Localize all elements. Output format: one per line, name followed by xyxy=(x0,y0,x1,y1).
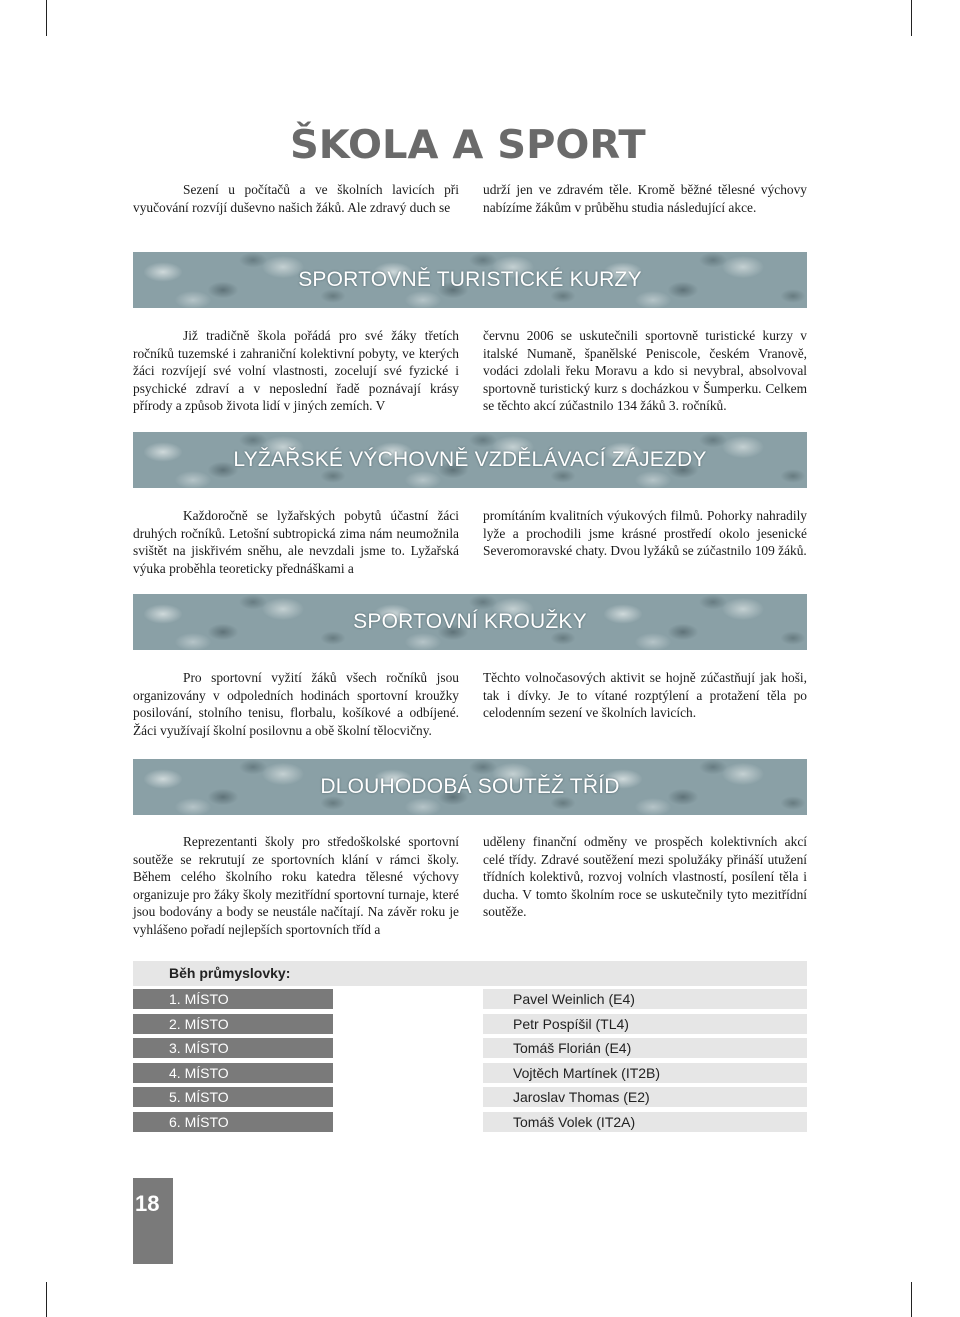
result-name-label: Petr Pospíšil (TL4) xyxy=(513,1016,629,1032)
section-heading: LYŽAŘSKÉ VÝCHOVNĚ VZDĚLÁVACÍ ZÁJEZDY xyxy=(233,448,707,471)
page-title: ŠKOLA A SPORT xyxy=(290,122,646,168)
section-right-column xyxy=(483,507,807,560)
result-place-label: 6. MÍSTO xyxy=(169,1114,229,1130)
result-name-label: Vojtěch Martínek (IT2B) xyxy=(513,1065,661,1081)
section-text: uděleny finanční odměny ve prospěch kolektivních akcí celé třídy. Zdravé soutěžení mezi spolužáky přináší utužení třídních kolektivů, rozvoj volních vlastností, posílení těla i ducha. V tomto školním roce se uskutečnily tyto mezitřídní soutěže. xyxy=(483,834,807,920)
result-name xyxy=(483,989,807,1009)
section-banner xyxy=(133,432,807,488)
intro-right-text: udrží jen ve zdravém těle. Kromě běžné tělesné výchovy nabízíme žákům v průběhu studia následující akce. xyxy=(483,182,807,215)
section-right-column xyxy=(483,833,807,921)
section-right-column xyxy=(483,327,807,415)
section-right-column xyxy=(483,669,807,722)
result-name xyxy=(483,1014,807,1034)
result-name-label: Tomáš Florián (E4) xyxy=(513,1040,632,1056)
result-place xyxy=(133,1063,333,1083)
intro-left xyxy=(133,181,459,216)
result-name xyxy=(483,1038,807,1058)
section-heading: DLOUHODOBÁ SOUTĚŽ TŘÍD xyxy=(320,775,620,798)
section-banner xyxy=(133,759,807,815)
result-name xyxy=(483,1087,807,1107)
result-name-label: Tomáš Volek (IT2A) xyxy=(513,1114,636,1130)
section-left-column xyxy=(133,669,459,739)
result-name xyxy=(483,1063,807,1083)
section-left-column xyxy=(133,327,459,415)
section-text: Každoročně se lyžařských pobytů účastní žáci druhých ročníků. Letošní subtropická zima nám neumožnila svištět na jiskřivém sněhu, ale nevzdali jsme to. Lyžařská výuka proběhla teoreticky přednáškami a xyxy=(133,508,459,576)
intro-right xyxy=(483,181,807,216)
section-text: promítáním kvalitních výukových filmů. Pohorky nahradily lyže a prochodili jsme krásné prostředí okolo jesenické Severomoravské chaty. Dvou lyžáků se zúčastnilo 109 žáků. xyxy=(483,508,807,559)
result-place xyxy=(133,1038,333,1058)
crop-mark xyxy=(46,0,47,36)
results-heading-bar xyxy=(133,961,807,986)
result-place xyxy=(133,1014,333,1034)
crop-mark xyxy=(911,1282,912,1317)
section-text: Již tradičně škola pořádá pro své žáky třetích ročníků tuzemské i zahraniční kolektivní pobyty, ve kterých žáci rozvíjejí své volní vlastnosti, zocelují své fyzické i psychické zdraví a v neposlední řadě poznávají krásy přírody a způsob života lidí v jiných zemích. V xyxy=(133,328,459,414)
section-banner xyxy=(133,252,807,308)
page-number xyxy=(133,1178,173,1264)
result-place xyxy=(133,1087,333,1107)
result-place-label: 3. MÍSTO xyxy=(169,1040,229,1056)
result-place-label: 2. MÍSTO xyxy=(169,1016,229,1032)
result-place-label: 4. MÍSTO xyxy=(169,1065,229,1081)
result-place-label: 5. MÍSTO xyxy=(169,1089,229,1105)
crop-mark xyxy=(911,0,912,36)
page-number-label: 18 xyxy=(135,1191,160,1216)
section-left-column xyxy=(133,833,459,939)
crop-mark xyxy=(46,1282,47,1317)
result-place xyxy=(133,989,333,1009)
intro-left-text: Sezení u počítačů a ve školních lavicích při vyučování rozvíjí duševno našich žáků. Ale zdravý duch se xyxy=(133,182,459,215)
result-name-label: Pavel Weinlich (E4) xyxy=(513,991,635,1007)
section-text: Reprezentanti školy pro středoškolské sportovní soutěže se rekrutují ze sportovních klání v rámci školy. Během celého školního roku katedra tělesné výchovy organizuje pro žáky školy mezitřídní sportovní turnaje, které jsou bodovány a body se neustále načítají. Na závěr roku je vyhlášeno pořadí nejlepších sportovních tříd a xyxy=(133,834,459,937)
section-banner xyxy=(133,594,807,650)
section-text: červnu 2006 se uskutečnili sportovně turistické kurzy v italské Numaně, španělské Peniscole, českém Vranově, vodáci zdolali řeku Moravu a kdo si nevybral, absolvoval sportovně turistický kurz s docházkou v Šumperku. Celkem se těchto akcí zúčastnilo 134 žáků 3. ročníků. xyxy=(483,328,807,414)
results-heading: Běh průmyslovky: xyxy=(169,965,291,981)
section-heading: SPORTOVNĚ TURISTICKÉ KURZY xyxy=(298,268,642,291)
section-heading: SPORTOVNÍ KROUŽKY xyxy=(353,610,587,633)
section-text: Těchto volnočasových aktivit se hojně zúčastňují jak hoši, tak i dívky. Je to vítané rozptýlení a protažení těla po celodenním sezení ve školních lavicích. xyxy=(483,670,807,721)
result-name xyxy=(483,1112,807,1132)
section-left-column xyxy=(133,507,459,577)
result-place-label: 1. MÍSTO xyxy=(169,991,229,1007)
section-text: Pro sportovní vyžití žáků všech ročníků jsou organizovány v odpoledních hodinách sportovní kroužky posilování, stolního tenisu, florbalu, košíkové a odbíjené. Žáci využívají školní posilovnu a obě školní tělocvičny. xyxy=(133,670,459,738)
result-name-label: Jaroslav Thomas (E2) xyxy=(513,1089,650,1105)
result-place xyxy=(133,1112,333,1132)
